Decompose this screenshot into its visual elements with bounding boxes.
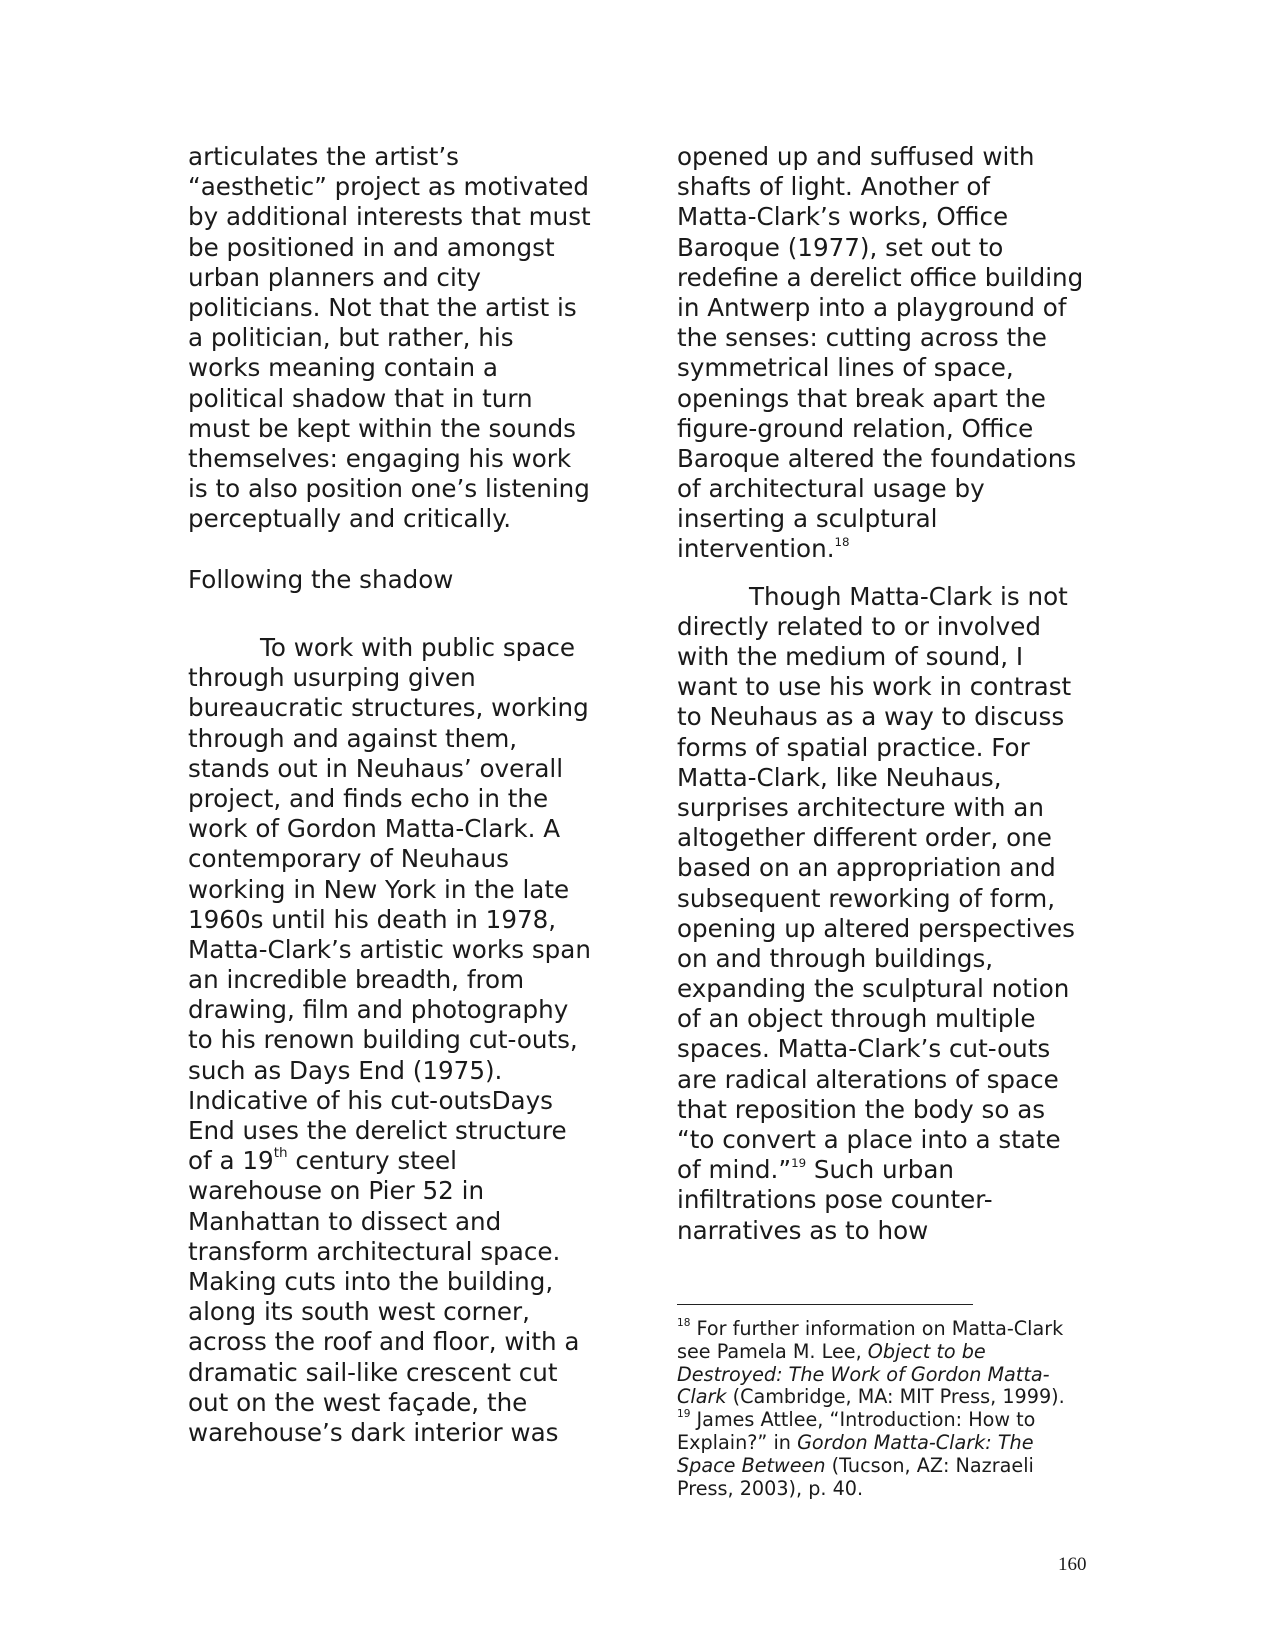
body-line: is to also position one’s listening: [188, 474, 590, 504]
body-line: must be kept within the sounds: [188, 413, 576, 443]
right-paragraph-2: [677, 582, 1097, 1246]
body-line: figure-ground relation, Office: [677, 413, 1034, 443]
body-line: openings that break apart the: [677, 383, 1046, 413]
body-line: through and against them,: [188, 723, 518, 753]
footnote-18-line: $^{18}$ For further information on Matta-Clark: [677, 1316, 1064, 1340]
body-line: infiltrations pose counter-: [677, 1185, 993, 1215]
body-line: subsequent reworking of form,: [677, 883, 1056, 913]
body-line: redefine a derelict office building: [677, 262, 1084, 292]
footnote-18-line: Clark (Cambridge, MA: MIT Press, 1999).: [677, 1385, 1065, 1409]
body-line: Indicative of his cut-outsDays: [188, 1085, 553, 1115]
body-line: narratives as to how: [677, 1215, 929, 1245]
body-line: an incredible breadth, from: [188, 965, 525, 995]
body-line: in Antwerp into a playground of: [677, 292, 1067, 322]
body-line: are radical alterations of space: [677, 1064, 1059, 1094]
body-line: expanding the sculptural notion: [677, 974, 1070, 1004]
body-line: Though Matta-Clark is not: [749, 581, 1068, 611]
body-line: Matta-Clark’s works, Office: [677, 202, 1009, 232]
body-line: by additional interests that must: [188, 202, 591, 232]
left-paragraph-1: [188, 142, 618, 534]
body-line: “aesthetic” project as motivated: [188, 172, 590, 202]
body-line: work of Gordon Matta-Clark. A: [188, 814, 561, 844]
page-number: 160: [1058, 1554, 1087, 1575]
body-line: of architectural usage by: [677, 474, 985, 504]
body-line: of a 19th century steel: [188, 1145, 457, 1176]
footnote-19-line: Space Between (Tucson, AZ: Nazraeli: [677, 1453, 1034, 1477]
body-line: End uses the derelict structure: [188, 1116, 567, 1145]
footnote-18-line: see Pamela M. Lee, Object to be: [677, 1339, 986, 1363]
body-line: working in New York in the late: [188, 874, 570, 904]
body-line: to his renown building cut-outs,: [188, 1025, 578, 1055]
body-line: urban planners and city: [188, 262, 481, 292]
body-line: such as Days End (1975).: [188, 1055, 503, 1085]
body-line: project, and finds echo in the: [188, 783, 549, 813]
body-line: on and through buildings,: [677, 943, 994, 973]
body-line: Matta-Clark’s artistic works span: [188, 934, 591, 964]
body-line: to Neuhaus as a way to discuss: [677, 702, 1065, 732]
body-line: works meaning contain a: [188, 353, 498, 383]
footnote-ref-19[interactable]: 19: [791, 1155, 807, 1170]
body-line: of mind.”$^{19}$ Such urban: [677, 1155, 955, 1185]
body-line: the senses: cutting across the: [677, 323, 1047, 353]
section-heading: Following the shadow: [188, 564, 454, 594]
right-paragraph-1: [677, 142, 1097, 565]
body-line: political shadow that in turn: [188, 383, 533, 413]
footnote-19-line: $^{19}$ James Attlee, “Introduction: How to: [677, 1407, 1036, 1432]
footnote-ref-18[interactable]: 18: [834, 534, 850, 549]
body-line: with the medium of sound, I: [677, 642, 1024, 671]
body-line: shafts of light. Another of: [677, 172, 991, 202]
footnotes: [677, 1318, 1097, 1500]
body-line: through usurping given: [188, 663, 476, 693]
body-line: stands out in Neuhaus’ overall: [188, 753, 564, 783]
body-line: inserting a sculptural: [677, 504, 938, 534]
body-line: transform architectural space.: [188, 1236, 561, 1266]
body-line: Making cuts into the building,: [188, 1266, 554, 1296]
body-line: articulates the artist’s: [188, 142, 459, 171]
body-line: out on the west façade, the: [188, 1387, 528, 1417]
body-line: 1960s until his death in 1978,: [188, 904, 557, 934]
body-line: a politician, but rather, his: [188, 323, 514, 353]
body-line: directly related to or involved: [677, 611, 1041, 641]
left-paragraph-2: [188, 633, 618, 1448]
body-line: that reposition the body so as: [677, 1094, 1046, 1124]
footnote-divider: [677, 1304, 973, 1305]
body-line: want to use his work in contrast: [677, 672, 1072, 702]
body-line: along its south west corner,: [188, 1297, 530, 1327]
body-line: Baroque altered the foundations: [677, 443, 1077, 473]
body-line: bureaucratic structures, working: [188, 693, 589, 723]
body-line: opening up altered perspectives: [677, 913, 1075, 943]
body-line: Baroque (1977), set out to: [677, 232, 1004, 262]
body-line: warehouse on Pier 52 in: [188, 1176, 485, 1206]
body-line: surprises architecture with an: [677, 792, 1044, 822]
body-line: To work with public space: [260, 633, 575, 662]
body-line: dramatic sail-like crescent cut: [188, 1357, 558, 1387]
body-line: of an object through multiple: [677, 1004, 1036, 1034]
body-line: politicians. Not that the artist is: [188, 292, 577, 322]
body-line: spaces. Matta-Clark’s cut-outs: [677, 1034, 1051, 1064]
body-line: intervention.$^{18}$: [677, 534, 850, 564]
body-line: altogether different order, one: [677, 823, 1052, 853]
body-line: opened up and suffused with: [677, 142, 1035, 171]
body-line: themselves: engaging his work: [188, 443, 572, 473]
body-line: Manhattan to dissect and: [188, 1206, 502, 1236]
footnote-19-line: Press, 2003), p. 40.: [677, 1476, 864, 1500]
body-line: drawing, film and photography: [188, 995, 569, 1025]
right-column: [677, 142, 1097, 1246]
body-line: contemporary of Neuhaus: [188, 844, 509, 874]
body-line: Matta-Clark, like Neuhaus,: [677, 762, 1002, 792]
left-column: [188, 142, 618, 1448]
body-line: forms of spatial practice. For: [677, 732, 1030, 762]
body-line: be positioned in and amongst: [188, 232, 555, 262]
body-line: perceptually and critically.: [188, 504, 512, 534]
body-line: symmetrical lines of space,: [677, 353, 1014, 383]
body-line: across the roof and floor, with a: [188, 1327, 580, 1357]
footnote-19-line: Explain?” in Gordon Matta-Clark: The: [677, 1430, 1034, 1454]
footnote-18-line: Destroyed: The Work of Gordon Matta-: [677, 1362, 1050, 1386]
body-line: “to convert a place into a state: [677, 1125, 1061, 1154]
body-line: based on an appropriation and: [677, 853, 1056, 883]
body-line: warehouse’s dark interior was: [188, 1417, 559, 1447]
